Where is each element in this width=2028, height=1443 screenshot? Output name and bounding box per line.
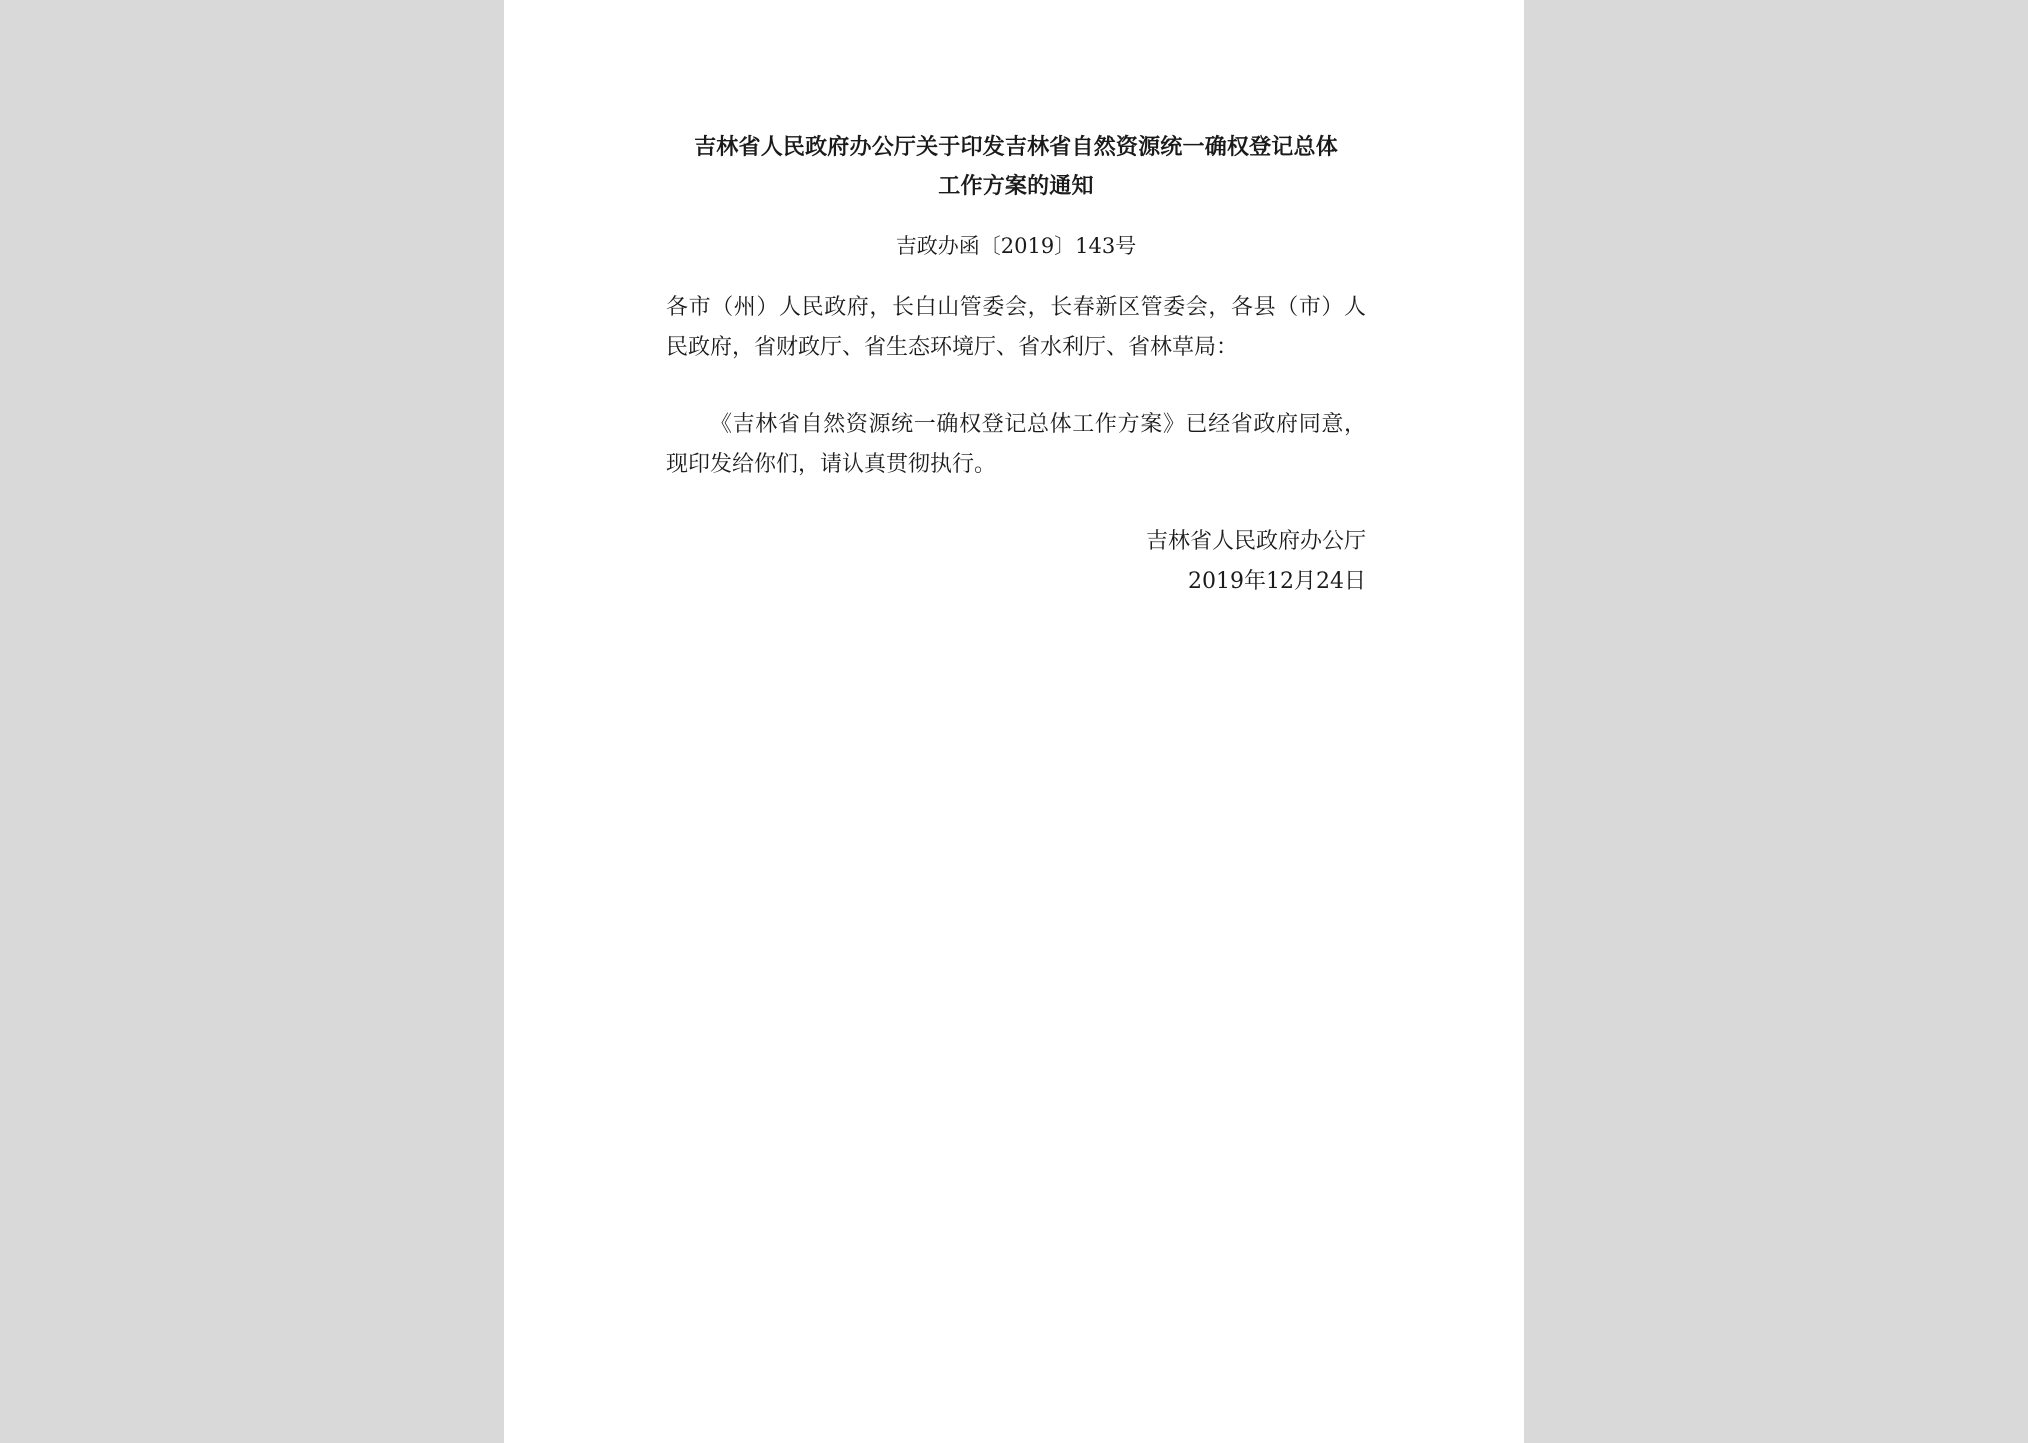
signature-block <box>1146 522 1366 602</box>
issuer-name: 吉林省人民政府办公厅 <box>1145 529 1366 554</box>
title-line-2: 工作方案的通知 <box>938 173 1094 199</box>
document-number: 吉政办函〔2019〕143号 <box>895 234 1137 258</box>
document-title <box>666 128 1366 206</box>
body-paragraph: 《吉林省自然资源统一确权登记总体工作方案》已经省政府同意，现印发给你们，请认真贯彻执行。 <box>666 412 1366 477</box>
title-line-1: 吉林省人民政府办公厅关于印发吉林省自然资源统一确权登记总体 <box>694 134 1338 160</box>
issue-date: 2019年12月24日 <box>1188 569 1366 594</box>
document-page <box>504 0 1524 1443</box>
addressee-paragraph: 各市（州）人民政府，长白山管委会，长春新区管委会，各县（市）人民政府，省财政厅、省生态环境厅、省水利厅、省林草局： <box>666 295 1366 360</box>
